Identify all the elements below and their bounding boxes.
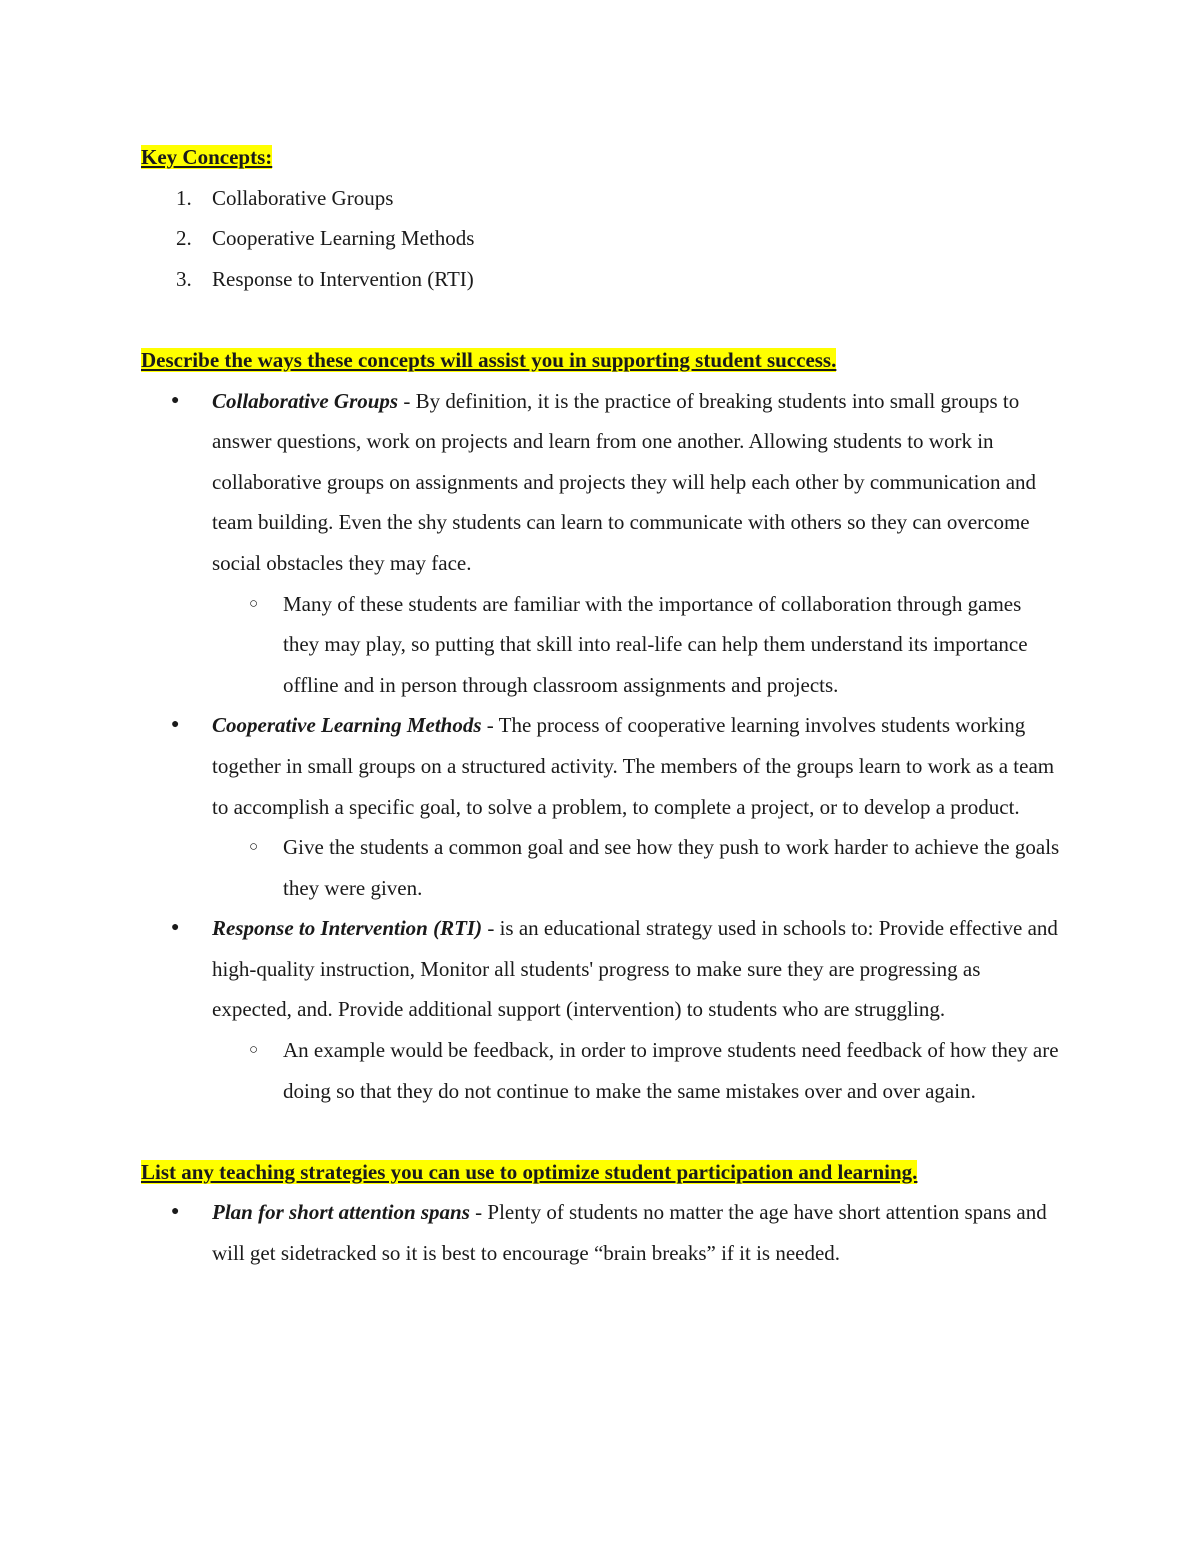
key-concepts-list [141,178,1061,300]
strategies-list [141,1192,1061,1273]
strategies-heading-text: List any teaching strategies you can use to optimize student participation and learning. [141,1159,918,1184]
term-label: Cooperative Learning Methods [212,713,482,738]
sub-item-text: Many of these students are familiar with the importance of collaboration through games they may play, so putting that skill into real-life can help them understand its importance offline and in person through classroom assignments and projects. [283,591,1028,697]
list-number: 3. [176,266,192,291]
list-item-text: Cooperative Learning Methods [212,226,475,251]
sub-list-item [212,584,1061,706]
list-item [141,381,1061,706]
list-item [141,908,1061,1111]
key-concepts-heading-text: Key Concepts: [141,145,273,169]
hollow-bullet-icon: ○ [249,595,259,612]
list-item [141,1192,1061,1273]
describe-list [141,381,1061,1112]
section-spacer [141,299,1061,340]
bullet-icon: ● [171,1204,180,1220]
section-spacer [141,1111,1061,1152]
bullet-icon: ● [171,717,180,733]
term-description: - Plenty of students no matter the age have short attention spans and will get sidetracked so it is best to encourage “brain breaks” if it is needed. [212,1200,1047,1266]
key-concepts-heading [141,137,1061,178]
hollow-bullet-icon: ○ [249,1042,259,1059]
sub-list [212,827,1061,908]
bullet-icon: ● [171,920,180,936]
sub-item-text: An example would be feedback, in order to improve students need feedback of how they are doing so that they do not continue to make the same mistakes over and over again. [283,1038,1059,1103]
strategies-heading [141,1152,1061,1193]
term-label: Response to Intervention (RTI) [212,916,483,941]
list-item [141,259,1061,300]
sub-list [212,584,1061,706]
sub-item-text: Give the students a common goal and see how they push to work harder to achieve the goals they were given. [283,835,1060,900]
list-item [141,218,1061,259]
list-item-text: Collaborative Groups [212,185,394,210]
list-number: 2. [176,226,192,251]
bullet-icon: ● [171,392,180,408]
list-item-text: Response to Intervention (RTI) [212,266,474,291]
list-item [141,178,1061,219]
hollow-bullet-icon: ○ [249,839,259,856]
document-content [141,137,1061,1274]
term-label: Plan for short attention spans [212,1200,470,1225]
list-number: 1. [176,185,192,210]
sub-list-item [212,827,1061,908]
term-description: - The process of cooperative learning involves students working together in small groups on a structured activity. The members of the groups learn to work as a team to accomplish a specific goal, to solve a problem, to complete a project, or to develop a product. [212,713,1055,819]
sub-list-item [212,1030,1061,1111]
describe-heading [141,340,1061,381]
term-label: Collaborative Groups [212,388,399,413]
term-description: - is an educational strategy used in schools to: Provide effective and high-quality instruction, Monitor all students' progress to make sure they are progressing as expected, and. Provide additional support (intervention) to students who are struggling. [212,916,1058,1022]
describe-heading-text: Describe the ways these concepts will assist you in supporting student success. [141,347,837,372]
list-item [141,705,1061,908]
term-description: - By definition, it is the practice of breaking students into small groups to answer questions, work on projects and learn from one another. Allowing students to work in collaborative groups on assignments and projects they will help each other by communication and team building. Even the shy students can learn to communicate with others so they can overcome social obstacles they may face. [212,388,1037,575]
sub-list [212,1030,1061,1111]
